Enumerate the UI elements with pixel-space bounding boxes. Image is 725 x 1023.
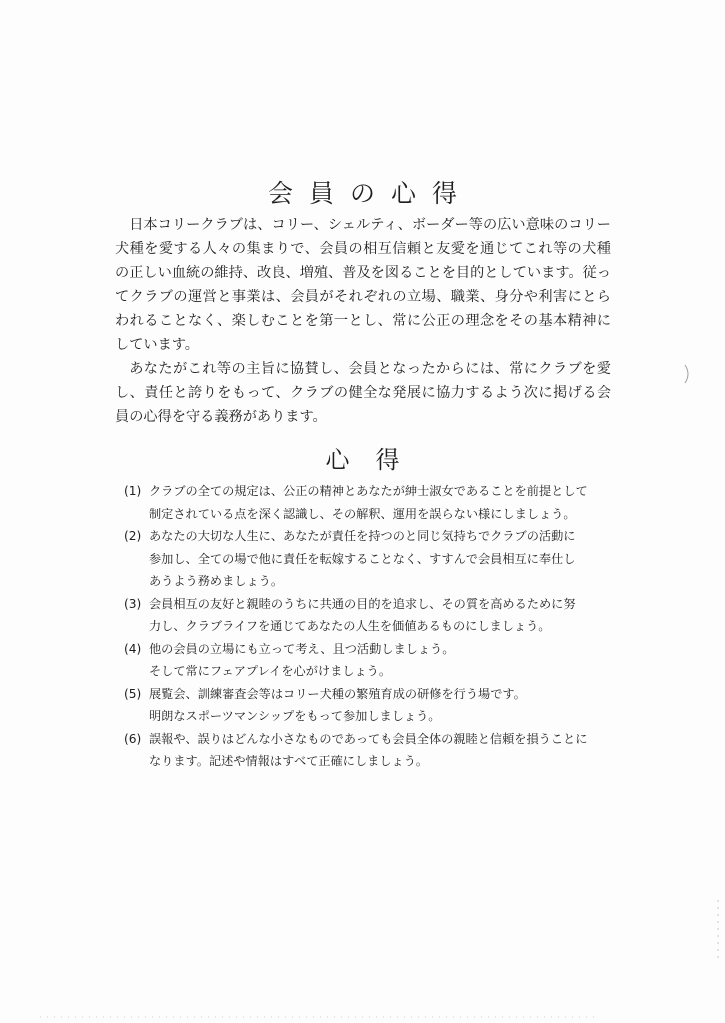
rule-line: 参加し、全ての場で他に責任を転嫁することなく、すすんで会員相互に奉仕し — [149, 551, 576, 566]
rule-item-4 — [124, 638, 594, 683]
rule-line: あうよう務めましょう。 — [149, 574, 284, 588]
intro-text — [115, 213, 611, 429]
scan-artifact-bottom — [40, 1015, 600, 1019]
scan-artifact-edge — [716, 900, 720, 960]
rule-number: (5) — [124, 686, 142, 701]
rule-item-3 — [124, 593, 594, 638]
rules-list — [124, 480, 594, 773]
rule-number: (6) — [124, 731, 142, 746]
section-title: 心得 — [325, 446, 426, 474]
rule-number: (3) — [124, 596, 142, 611]
rule-number: (1) — [124, 484, 142, 498]
rule-item-1 — [124, 480, 594, 525]
rule-line: なります。記述や情報はすべて正確にしましょう。 — [149, 754, 429, 768]
rule-text — [149, 593, 594, 638]
rule-text — [149, 638, 594, 683]
rule-number: (2) — [124, 529, 142, 543]
rule-text — [149, 525, 594, 593]
rule-number: (4) — [124, 641, 142, 656]
rule-line: 会員相互の友好と親睦のうちに共通の目的を追求し、その質を高めるために努 — [149, 596, 576, 611]
rule-line: 力し、クラブライフを通じてあなたの人生を価値あるものにしましょう。 — [149, 619, 551, 633]
rule-text — [149, 728, 594, 773]
page-title: 会員の心得 — [267, 179, 473, 208]
rule-line: 展覧会、訓練審査会等はコリー犬種の繁殖育成の研修を行う場です。 — [149, 686, 526, 701]
rule-line: 他の会員の立場にも立って考え、且つ活動しましょう。 — [149, 641, 455, 656]
rule-line: クラブの全ての規定は、公正の精神とあなたが紳士淑女であることを前提として — [149, 484, 588, 498]
rule-text — [149, 683, 594, 728]
rule-item-2 — [124, 525, 594, 593]
rule-line: 制定されている点を深く認識し、その解釈、運用を誤らない様にしましょう。 — [149, 506, 576, 521]
rule-item-6 — [124, 728, 594, 773]
rule-line: あなたの大切な人生に、あなたが責任を持つのと同じ気持ちでクラブの活動に — [149, 529, 576, 543]
rule-text — [149, 480, 594, 525]
intro-paragraph-2: あなたがこれ等の主旨に協賛し、会員となったからには、常にクラブを愛し、責任と誇りをもって、クラブの健全な発展に協力するよう次に掲げる会員の心得を守る義務があります。 — [115, 361, 611, 425]
rule-line: そして常にフェアプレイを心がけましょう。 — [149, 664, 392, 678]
rule-item-5 — [124, 683, 594, 728]
rule-line: 明朗なスポーツマンシップをもって参加しましょう。 — [149, 709, 441, 723]
rule-line: 誤報や、誤りはどんな小さなものであっても会員全体の親睦と信頼を損うことに — [149, 731, 588, 746]
intro-paragraph-1: 日本コリークラブは、コリー、シェルティ、ボーダー等の広い意味のコリー犬種を愛する人々の集まりで、会員の相互信頼と友愛を通じてこれ等の犬種の正しい血統の維持、改良、増殖、普及を図ることを目的としています。従ってクラブの運営と事業は、会員がそれぞれの立場、職業、身分や利害にとらわれることなく、楽しむことを第一とし、常に公正の理念をその基本精神にしています。 — [115, 217, 611, 353]
scan-artifact-right — [684, 364, 692, 384]
